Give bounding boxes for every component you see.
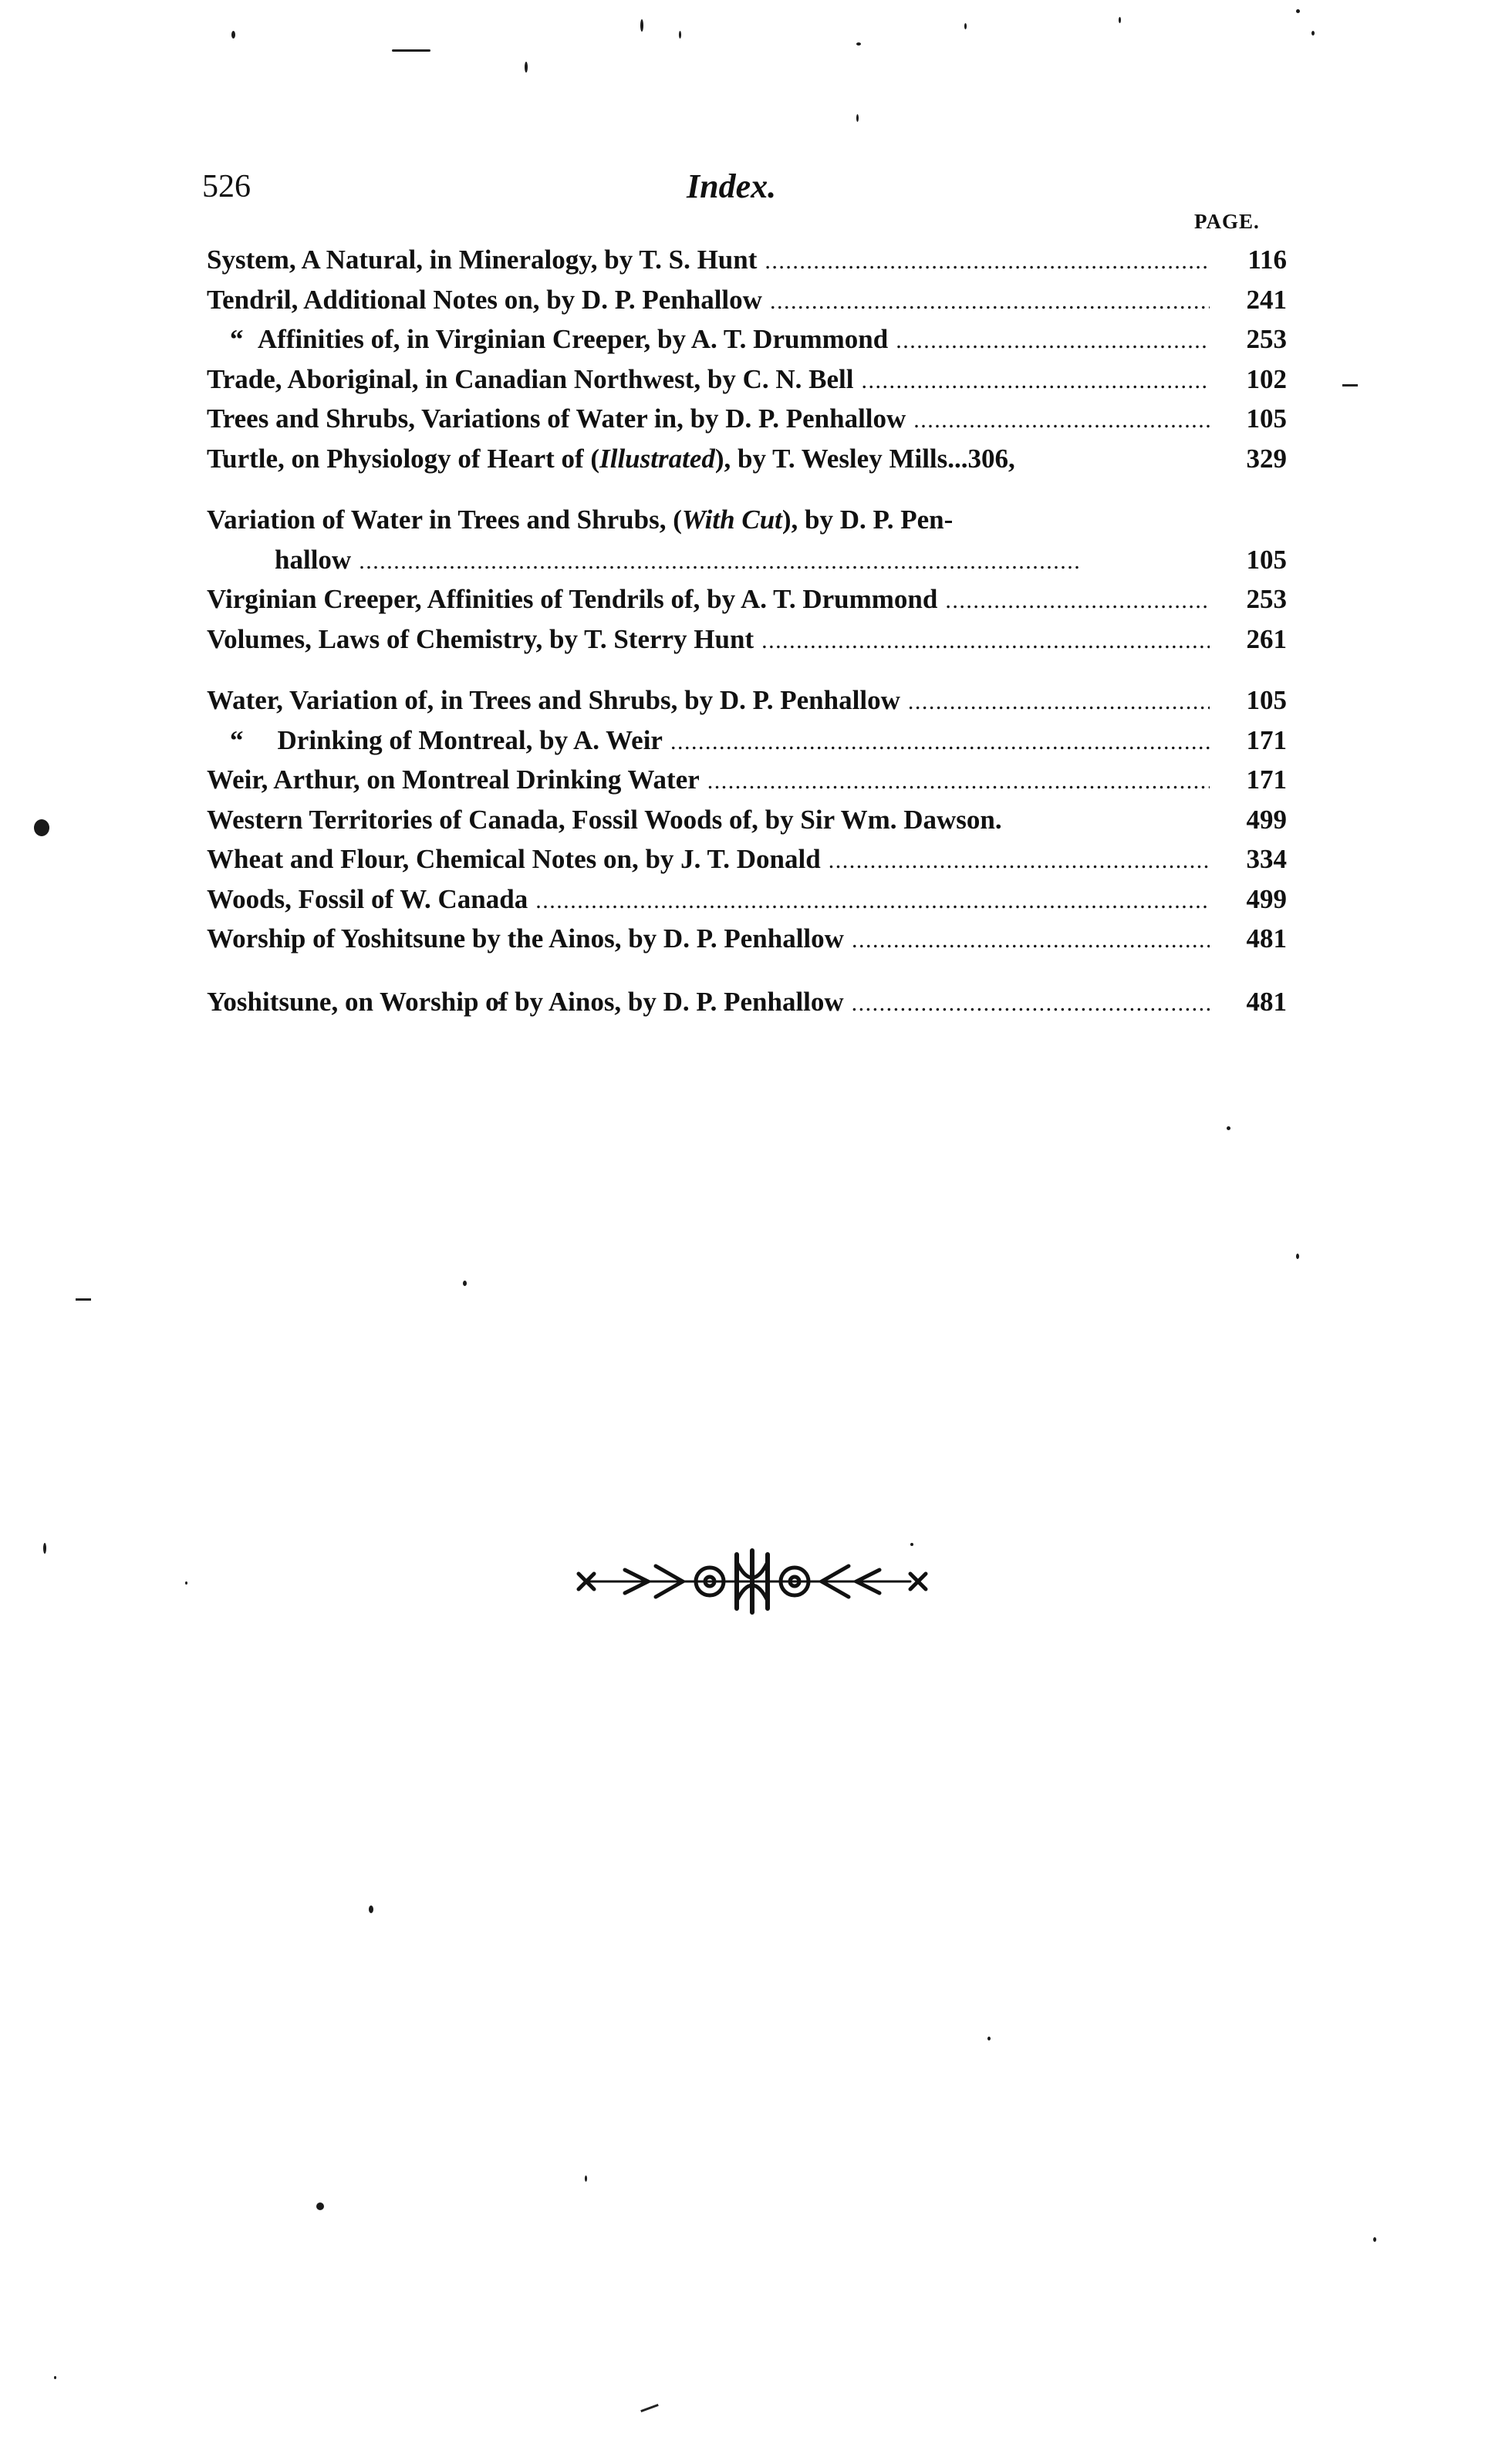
entry-page: 334	[1246, 844, 1287, 874]
entry-italic: With Cut	[681, 505, 782, 535]
entry-text: Drinking of Montreal, by A. Weir	[277, 724, 663, 755]
entry-text: Affinities of, in Virginian Creeper, by A. T. Drummond	[257, 324, 889, 354]
entry-page: 171	[1246, 724, 1287, 755]
entry-text: Western Territories of Canada, Fossil Woods of, by Sir Wm. Dawson.	[207, 804, 1002, 835]
page-number: 526	[202, 169, 251, 204]
entry-text: hallow	[275, 544, 352, 575]
entry-page: 329	[1246, 443, 1287, 474]
index-entry	[207, 987, 1287, 1027]
index-entry	[207, 765, 1287, 805]
running-title: Index.	[687, 167, 777, 205]
leader-dots	[770, 289, 1210, 315]
index-entry	[207, 884, 1287, 924]
index-entry	[207, 324, 1287, 364]
page-column-label: PAGE.	[1194, 210, 1260, 233]
index-entry	[207, 444, 1287, 484]
leader-dots	[829, 848, 1210, 874]
entry-text: Virginian Creeper, Affinities of Tendrils of, by A. T. Drummond	[207, 584, 938, 614]
leader-dots	[761, 628, 1210, 654]
entry-page: 499	[1246, 804, 1287, 835]
index-entry	[207, 725, 1287, 765]
index-entry	[207, 805, 1287, 845]
index-entry	[207, 245, 1287, 285]
leader-dots	[359, 548, 1210, 575]
entry-page: 105	[1246, 403, 1287, 434]
ornament-divider	[571, 1547, 933, 1616]
entry-text: Turtle, on Physiology of Heart of (Illustrated), by T. Wesley Mills...306,	[207, 443, 1015, 474]
entry-italic: Illustrated	[599, 443, 715, 474]
index-entry	[207, 844, 1287, 884]
entry-page: 499	[1246, 883, 1287, 914]
leader-dots	[945, 588, 1210, 614]
leader-dots	[896, 328, 1210, 354]
leader-dots	[852, 927, 1210, 954]
entry-page: 116	[1247, 245, 1287, 275]
ditto-mark: “	[230, 724, 244, 755]
entry-text: Trade, Aboriginal, in Canadian Northwest, by C. N. Bell	[207, 363, 854, 394]
entry-text: Variation of Water in Trees and Shrubs, (With Cut), by D. P. Pen-	[207, 505, 954, 535]
entry-text: Water, Variation of, in Trees and Shrubs, by D. P. Penhallow	[207, 685, 900, 715]
entry-text: System, A Natural, in Mineralogy, by T. S. Hunt	[207, 245, 758, 275]
index-entry	[207, 584, 1287, 624]
entry-page: 481	[1246, 923, 1287, 954]
ditto-mark: “	[230, 324, 244, 354]
leader-dots	[908, 689, 1210, 715]
entry-page: 261	[1246, 623, 1287, 654]
index-entry	[207, 685, 1287, 725]
entry-text: Weir, Arthur, on Montreal Drinking Water	[207, 765, 700, 795]
leader-dots	[535, 888, 1210, 914]
index-entry	[207, 285, 1287, 325]
leader-dots	[852, 991, 1210, 1017]
index-entries	[207, 245, 1287, 1026]
entry-page: 241	[1246, 284, 1287, 315]
leader-dots	[861, 368, 1210, 394]
entry-page: 481	[1246, 986, 1287, 1017]
index-entry	[207, 403, 1287, 444]
entry-text: Worship of Yoshitsune by the Ainos, by D. P. Penhallow	[207, 923, 844, 954]
index-entry	[207, 923, 1287, 964]
entry-text: Yoshitsune, on Worship of by Ainos, by D. P. Penhallow	[207, 986, 844, 1017]
leader-dots	[670, 729, 1210, 755]
entry-page: 171	[1246, 765, 1287, 795]
leader-dots	[913, 407, 1210, 434]
entry-text: Tendril, Additional Notes on, by D. P. Penhallow	[207, 284, 762, 315]
index-entry	[207, 624, 1287, 664]
index-entry	[207, 505, 1287, 545]
entry-page: 105	[1246, 685, 1287, 715]
index-entry-continuation	[207, 545, 1287, 585]
entry-text: Trees and Shrubs, Variations of Water in, by D. P. Penhallow	[207, 403, 906, 434]
entry-page: 253	[1246, 584, 1287, 614]
entry-page: 102	[1246, 363, 1287, 394]
entry-text: Volumes, Laws of Chemistry, by T. Sterry Hunt	[207, 623, 754, 654]
index-entry	[207, 364, 1287, 404]
leader-dots	[707, 768, 1210, 795]
entry-text: Woods, Fossil of W. Canada	[207, 883, 528, 914]
entry-page: 105	[1246, 544, 1287, 575]
entry-text: Wheat and Flour, Chemical Notes on, by J. T. Donald	[207, 844, 821, 874]
entry-page: 253	[1246, 324, 1287, 354]
leader-dots	[765, 248, 1210, 275]
